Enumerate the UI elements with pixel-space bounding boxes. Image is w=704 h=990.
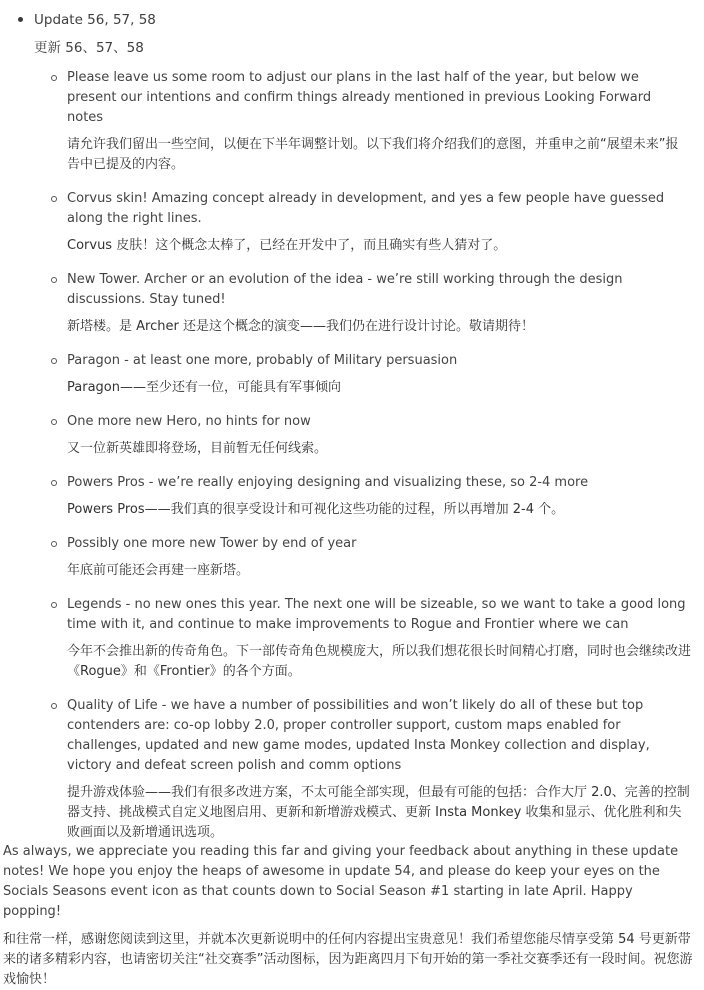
list-item-new-tower: [51, 270, 691, 337]
list-item-legends: [51, 595, 691, 682]
list-bullet: [51, 541, 57, 547]
list-item-powers-pros: [51, 473, 691, 520]
update-items-list: [51, 68, 691, 857]
list-item-new-hero: [51, 412, 691, 459]
item-text-zh: 今年不会推出新的传奇角色。下一部传奇角色规模庞大，所以我们想花很长时间精心打磨，同时也会继续改进《Rogue》和《Frontier》的各个方面。: [67, 644, 692, 679]
list-bullet: [18, 17, 23, 22]
closing-text-en: As always, we appreciate you reading this far and giving your feedback about anything in these update notes! We hope you enjoy the heaps of awesome in update 54, and please do keep your eyes on the Socials Seasons event icon as that counts down to Social Season #1 starting in late April. Happy popping!: [3, 844, 679, 919]
list-bullet: [51, 277, 57, 283]
list-bullet: [51, 75, 57, 81]
update-title-en: Update 56, 57, 58: [34, 12, 156, 28]
list-item-plans: [51, 68, 691, 175]
list-item-quality-of-life: [51, 696, 691, 843]
closing-paragraphs: [3, 842, 693, 990]
item-text-en: Quality of Life - we have a number of possibilities and won’t likely do all of these but top contenders are: co-op lobby 2.0, proper controller support, custom maps enabled for challenges, updated and new game modes, updated Insta Monkey collection and display, victory and defeat screen polish and comm options: [67, 698, 650, 773]
list-bullet: [51, 602, 57, 608]
closing-text-zh: 和往常一样，感谢您阅读到这里，并就本次更新说明中的任何内容提出宝贵意见！我们希望您能尽情享受第 54 号更新带来的诸多精彩内容，也请密切关注“社交赛季”活动图标，因为距离四月下旬开始的第一季社交赛季还有一段时间。祝您游戏愉快！: [3, 932, 693, 987]
item-text-zh: 年底前可能还会再建一座新塔。: [67, 563, 250, 578]
item-text-zh: 又一位新英雄即将登场，目前暂无任何线索。: [67, 441, 328, 456]
item-text-zh: 请允许我们留出一些空间，以便在下半年调整计划。以下我们将介绍我们的意图，并重申之前“展望未来”报告中已提及的内容。: [67, 137, 679, 172]
list-item-tower-end-of-year: [51, 534, 691, 581]
list-item-paragon: [51, 351, 691, 398]
item-text-en: Powers Pros - we’re really enjoying designing and visualizing these, so 2-4 more: [67, 475, 589, 490]
item-text-zh: Powers Pros——我们真的很享受设计和可视化这些功能的过程，所以再增加 2-4 个。: [67, 502, 565, 517]
item-text-en: New Tower. Archer or an evolution of the idea - we’re still working through the design discussions. Stay tuned!: [67, 272, 623, 307]
list-bullet: [51, 196, 57, 202]
item-text-zh: Paragon——至少还有一位，可能具有军事倾向: [67, 380, 341, 395]
list-bullet: [51, 419, 57, 425]
item-text-en: Corvus skin! Amazing concept already in development, and yes a few people have guessed along the right lines.: [67, 191, 665, 226]
item-text-zh: 提升游戏体验——我们有很多改进方案，不太可能全部实现，但最有可能的包括：合作大厅 2.0、完善的控制器支持、挑战模式自定义地图启用、更新和新增游戏模式、更新 Insta Monkey 收集和显示、优化胜利和失败画面以及新增通讯选项。: [67, 785, 690, 840]
update-title-zh: 更新 56、57、58: [34, 40, 144, 56]
item-text-en: Paragon - at least one more, probably of Military persuasion: [67, 353, 458, 368]
list-item-corvus-skin: [51, 189, 691, 256]
item-text-en: Legends - no new ones this year. The next one will be sizeable, so we want to take a good long time with it, and continue to make improvements to Rogue and Frontier where we can: [67, 597, 686, 632]
item-text-en: Possibly one more new Tower by end of year: [67, 536, 357, 551]
list-bullet: [51, 480, 57, 486]
list-bullet: [51, 703, 57, 709]
item-text-zh: 新塔楼。是 Archer 还是这个概念的演变——我们仍在进行设计讨论。敬请期待！: [67, 319, 534, 334]
item-text-en: Please leave us some room to adjust our plans in the last half of the year, but below we present our intentions and confirm things already mentioned in previous Looking Forward notes: [67, 70, 652, 125]
list-bullet: [51, 358, 57, 364]
item-text-en: One more new Hero, no hints for now: [67, 414, 311, 429]
item-text-zh: Corvus 皮肤！这个概念太棒了，已经在开发中了，而且确实有些人猜对了。: [67, 238, 507, 253]
